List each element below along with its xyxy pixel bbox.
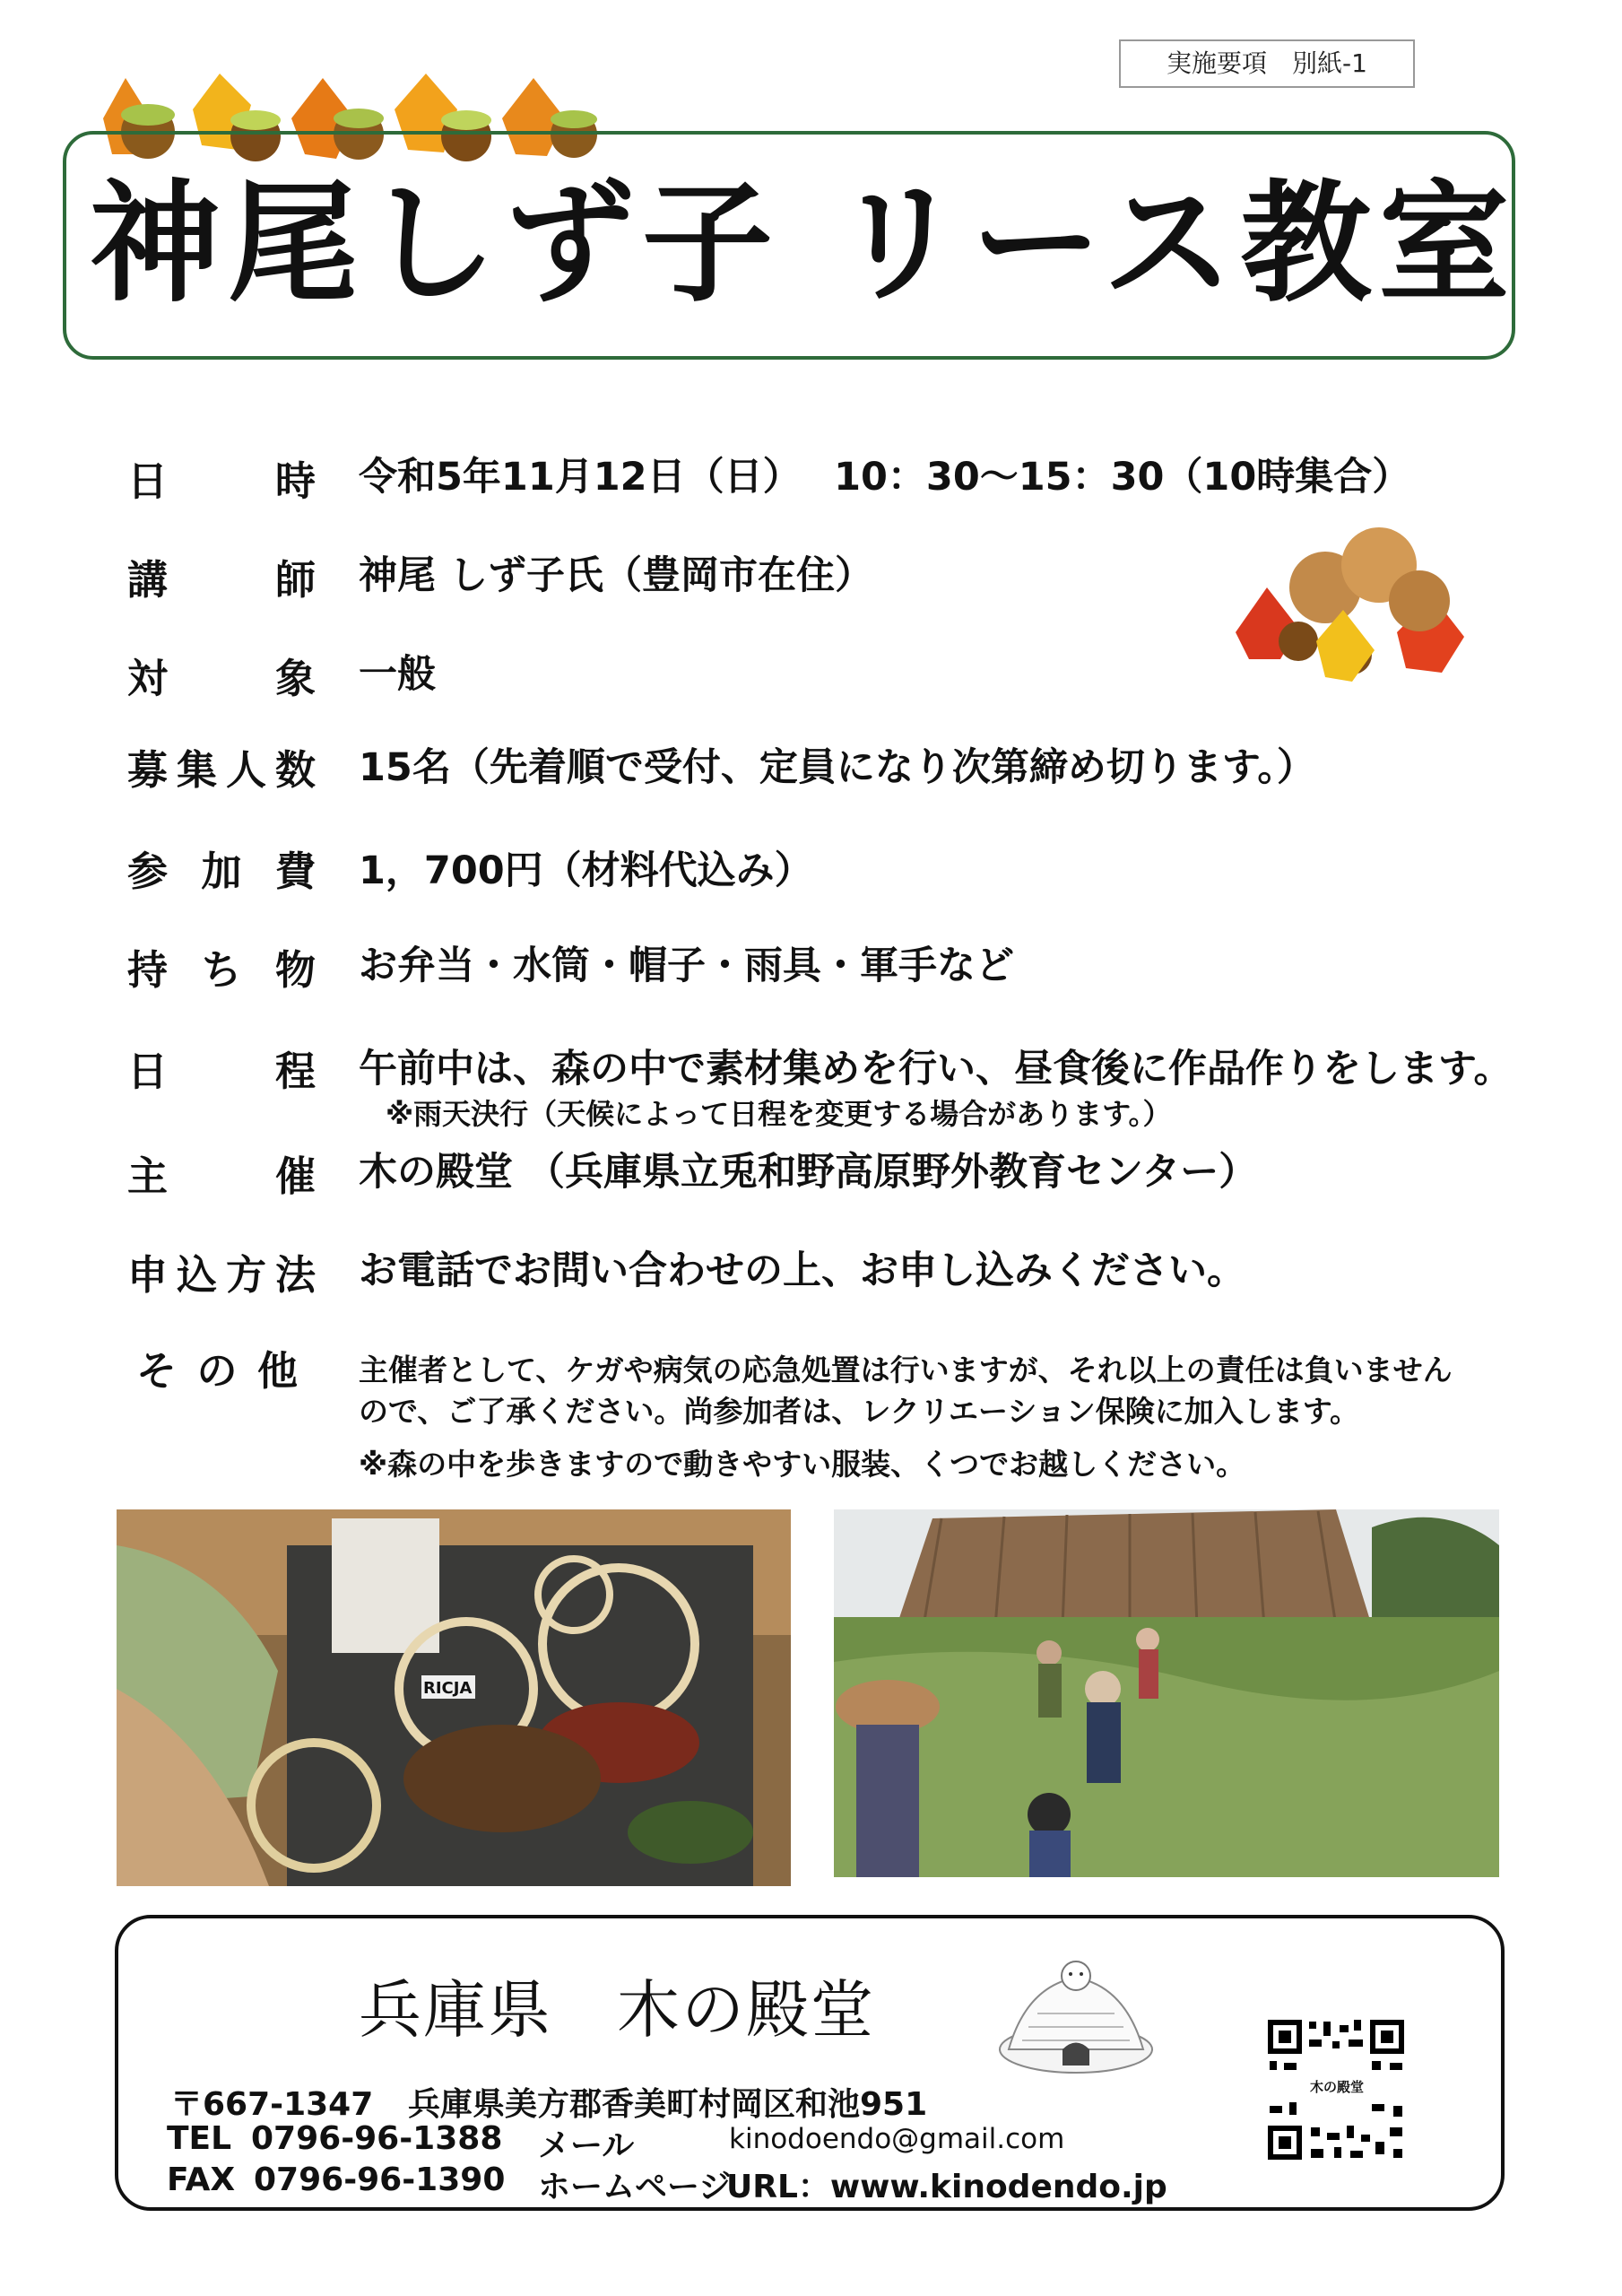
- instructor-value: 神尾 しず子氏（豊岡市在住）: [359, 553, 873, 598]
- organizer-label: 主催: [127, 1152, 316, 1200]
- target-value: 一般: [359, 652, 436, 697]
- pinecone-decoration: [1227, 525, 1469, 695]
- fax-number: 0796-96-1390: [254, 2161, 506, 2198]
- apply-label: 申込方法: [127, 1251, 316, 1299]
- date-value: 令和5年11月12日（日） 10：30〜15：30（10時集合）: [359, 455, 1411, 500]
- other-line-1: 主催者として、ケガや病気の応急処置は行いますが、それ以上の責任は負いません: [359, 1352, 1453, 1387]
- qr-center-label: 木の殿堂: [1309, 2079, 1364, 2095]
- capacity-label: 募集人数: [127, 746, 316, 794]
- other-label: その他: [136, 1347, 298, 1395]
- footer-title: 兵庫県 木の殿堂: [359, 1973, 875, 2047]
- capacity-value: 15名（先着順で受付、定員になり次第締め切ります。）: [359, 745, 1315, 790]
- instructor-label: 講師: [127, 556, 316, 604]
- mail-address[interactable]: kinodoendo@gmail.com: [729, 2123, 1065, 2155]
- fee-label: 参加費: [127, 848, 316, 895]
- photo-sign-text: RICJA: [423, 1679, 473, 1698]
- pinecone-icon: [1236, 527, 1464, 682]
- schedule-value: 午前中は、森の中で素材集めを行い、昼食後に作品作りをします。: [359, 1047, 1513, 1091]
- mail-label: メール: [538, 2127, 635, 2164]
- postal-code: 〒667-1347: [170, 2086, 374, 2123]
- tel-label: TEL: [167, 2120, 232, 2157]
- page-title: 神尾しず子 リース教室: [90, 168, 1517, 320]
- apply-value: お電話でお問い合わせの上、お申し込みください。: [359, 1248, 1245, 1293]
- other-line-2: ので、ご了承ください。尚参加者は、レクリエーション保険に加入します。: [359, 1394, 1360, 1429]
- photo-wreath-making: [117, 1509, 791, 1886]
- schedule-note: ※雨天決行（天候によって日程を変更する場合があります。）: [386, 1097, 1172, 1131]
- photo-forest-gathering: [834, 1509, 1499, 1877]
- other-line-3: ※森の中を歩きますので動きやすい服装、くつでお越しください。: [359, 1447, 1246, 1482]
- tel-number[interactable]: 0796-96-1388: [251, 2120, 503, 2157]
- schedule-label: 日程: [127, 1048, 316, 1095]
- fee-value: 1，700円（材料代込み）: [359, 848, 813, 893]
- homepage-label: ホームページ: [538, 2169, 732, 2205]
- date-label: 日時: [127, 457, 316, 505]
- document-tag: 実施要項 別紙-1: [1119, 39, 1415, 88]
- target-label: 対象: [127, 655, 316, 702]
- address: 兵庫県美方郡香美町村岡区和池951: [408, 2086, 928, 2123]
- homepage-url[interactable]: URL：www.kinodendo.jp: [726, 2169, 1167, 2205]
- organizer-value: 木の殿堂 （兵庫県立兎和野高原野外教育センター）: [359, 1150, 1258, 1195]
- items-label: 持ち物: [127, 946, 316, 994]
- building-mascot-icon: [991, 1951, 1161, 2076]
- items-value: お弁当・水筒・帽子・雨具・軍手など: [359, 944, 1014, 988]
- qr-code[interactable]: [1264, 2016, 1408, 2164]
- fax-label: FAX: [167, 2161, 236, 2198]
